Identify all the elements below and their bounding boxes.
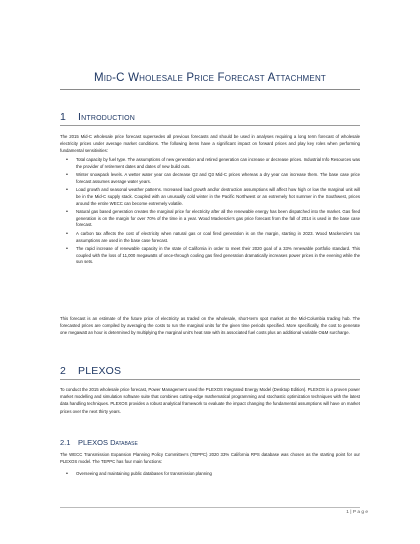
section-2-1-number: 2.1 <box>60 438 71 447</box>
section-1-bullet-list <box>60 157 360 268</box>
section-2-1-heading <box>60 438 138 447</box>
list-item: • A carbon tax affects the cost of electricity when natural gas or coal fired generation is on the margin, starting in 2023. Wood Mackenzie's tax assumptions are used in the base case forecast. <box>60 231 360 244</box>
document-title: Mid-C Wholesale Price Forecast Attachment <box>93 72 327 84</box>
list-item: • Overseeing and maintaining public databases for transmission planning <box>60 471 360 478</box>
section-2-1-title: PLEXOS Database <box>78 438 138 447</box>
section-1-divider <box>60 125 360 126</box>
page-number: 1 | P a g e <box>346 510 368 515</box>
section-2-1-body: The WECC Transmission Expansion Planning Policy Committee's (TEPPC) 2020 33% California RPS database was chosen as the starting point for our PLEXOS model. The TEPPC has four main functions: <box>60 452 360 465</box>
section-1-closing: This forecast is an estimate of the future price of electricity as traded on the wholesale, short-term spot market at the Mid-Columbia trading hub. The forecasted prices are compiled by averaging the costs to run the marginal units for the given time periods specified. More specifically, the cost to generate one megawatt an hour is determined by multiplying the marginal unit's heat rate with its associated fuel costs plus an additional variable O&M surcharge. <box>60 316 360 336</box>
footer-divider <box>60 507 360 508</box>
section-2-number: 2 <box>60 365 67 377</box>
section-1-heading <box>60 111 135 123</box>
section-2-heading <box>60 365 121 377</box>
list-item: • Total capacity by fuel type. The assumptions of new generation and retired generation can increase or decrease prices. Industrial Info Resources was the provider of retirement dates and dates of new build outs. <box>60 157 360 170</box>
section-2-title: PLEXOS <box>78 365 122 377</box>
section-1-intro: The 2015 Mid-C wholesale price forecast supersedes all previous forecasts and should be used in analyses requiring a long term forecast of wholesale electricity prices under average market conditions. The following items have a significant impact on forward prices and play key roles when performing fundamental sensitivities: <box>60 134 360 154</box>
section-2-divider <box>60 379 360 380</box>
section-1-number: 1 <box>60 111 67 123</box>
list-item: • Load growth and seasonal weather patterns. Increased load growth and/or destruction assumptions will affect how high or low the marginal unit will be in the Mid-C supply stack. Coupled with an unusually cold winter in the Pacific Northwest or an extremely hot summer in the Southwest, prices around the entire WECC can become extremely volatile. <box>60 187 360 207</box>
list-item: • Winter snowpack levels. A wetter water year can decrease Q2 and Q3 Mid-C prices whereas a dry year can increase them. The base case price forecast assumes average water years. <box>60 172 360 185</box>
list-item: • Natural gas based generation creates the marginal price for electricity after all the renewable energy has been dispatched into the market. Gas fired generation is on the margin for over 70% of the time in a year. Wood Mackenzie's gas price forecast from the fall of 2014 is used in the base case forecast. <box>60 209 360 229</box>
section-2-body: To conduct the 2015 wholesale price forecast, Power Management used the PLEXOS Integrated Energy Model (Desktop Edition). PLEXOS is a proven power market modelling and simulation software suite that combines cutting-edge mathematical programming and stochastic optimization techniques with the latest data handling techniques. PLEXOS provides a robust analytical framework to evaluate the impact changing the fundamental assumptions will have on market prices over the next thirty years. <box>60 387 360 414</box>
section-2-1-bullet-list <box>60 471 360 480</box>
title-divider <box>60 89 360 90</box>
list-item: • The rapid increase of renewable capacity in the state of California in order to meet their 2020 goal of a 33% renewable portfolio standard. This coupled with the loss of 11,000 megawatts of once-through cooling gas fired generation dramatically increases power prices in the evening while the sun sets. <box>60 246 360 266</box>
section-1-title: Introduction <box>78 111 136 123</box>
